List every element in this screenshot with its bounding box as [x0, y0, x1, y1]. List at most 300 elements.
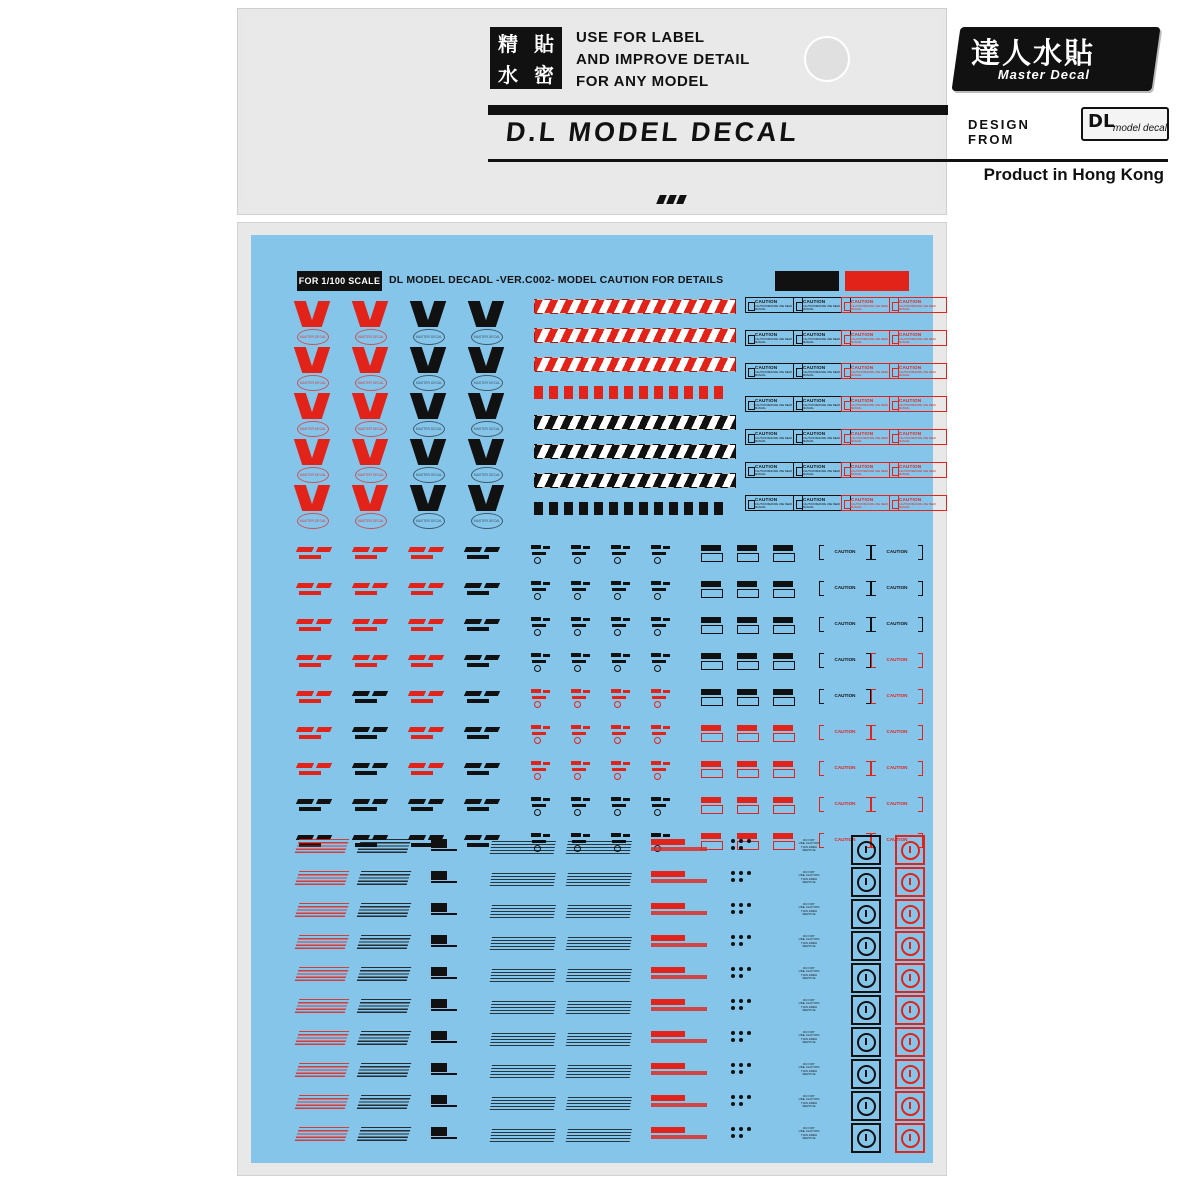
plate-mark: [737, 689, 757, 705]
caution-subtext: CAUTION BEFORE USE READ MANUAL: [803, 371, 841, 377]
brand-stripe: [488, 105, 948, 115]
paragraph-block: [490, 935, 557, 950]
warning-text-block: DO NOT USE CAUTION THIS AREA SERVICE: [798, 870, 820, 885]
paragraph-block: [566, 967, 633, 982]
seal-mark: MASTER DECAL: [413, 513, 445, 529]
ring-box-black: [851, 931, 881, 961]
decal-chevron-group: [471, 347, 511, 391]
cn-char-2: 貼: [526, 27, 562, 58]
logo-english-text: Master Decal: [997, 67, 1091, 82]
slash-mark: [297, 725, 337, 743]
ring-box-red: [895, 899, 925, 929]
chevron-mark: [297, 347, 331, 373]
slash-mark: [465, 653, 505, 671]
slash-mark: [297, 689, 337, 707]
bracket-caution: CAUTION: [819, 653, 871, 666]
bracket-caution: CAUTION: [871, 689, 923, 702]
caution-title: CAUTION: [899, 431, 922, 436]
stack-mark: [571, 797, 597, 814]
paragraph-block: [566, 903, 633, 918]
plate-mark: [773, 545, 793, 561]
caution-title: CAUTION: [755, 398, 778, 403]
warning-text-block: DO NOT USE CAUTION THIS AREA SERVICE: [798, 838, 820, 853]
chevron-mark: [471, 347, 505, 373]
microtext-blob: [295, 839, 350, 853]
caution-title: CAUTION: [851, 464, 874, 469]
caution-subtext: CAUTION BEFORE USE READ MANUAL: [899, 371, 937, 377]
bracket-caution: CAUTION: [819, 761, 871, 774]
flag-mark: [431, 999, 457, 1012]
plate-mark: [737, 581, 757, 597]
flag-mark: [431, 1031, 457, 1044]
brand-title-bar: [488, 105, 948, 149]
ring-box-black: [851, 899, 881, 929]
paragraph-block: [490, 903, 557, 918]
decal-chevron-group: [297, 485, 337, 529]
bracket-caution: CAUTION: [819, 581, 871, 594]
caution-subtext: CAUTION BEFORE USE READ MANUAL: [851, 305, 889, 311]
paragraph-block: [566, 1031, 633, 1046]
microtext-blob: [357, 935, 412, 949]
stack-mark: [571, 761, 597, 778]
caution-subtext: CAUTION BEFORE USE READ MANUAL: [851, 404, 889, 410]
seal-mark: MASTER DECAL: [413, 421, 445, 437]
red-bar-group: [651, 999, 707, 1014]
plate-mark: [701, 581, 721, 597]
flag-mark: [431, 1127, 457, 1140]
origin-label: Product in Hong Kong: [983, 165, 1164, 184]
stack-mark: [651, 725, 677, 742]
caution-title: CAUTION: [755, 332, 778, 337]
caution-icon: [796, 335, 803, 344]
caution-title: CAUTION: [803, 464, 826, 469]
decal-sheet-frame: [237, 222, 947, 1176]
stack-mark: [611, 617, 637, 634]
paragraph-block: [490, 839, 557, 854]
scale-tag: FOR 1/100 SCALE: [297, 271, 382, 291]
ring-box-black: [851, 1027, 881, 1057]
caution-decal: [889, 297, 947, 313]
bracket-caution: CAUTION: [871, 761, 923, 774]
paragraph-block: [566, 935, 633, 950]
hazard-strip: [534, 299, 736, 314]
slash-mark: [297, 581, 337, 599]
dot-cluster: [731, 1127, 751, 1138]
chevron-mark: [413, 301, 447, 327]
red-bar-group: [651, 967, 707, 982]
caution-title: CAUTION: [803, 431, 826, 436]
slash-mark: [353, 653, 393, 671]
caution-icon: [748, 500, 755, 509]
ring-box-red: [895, 963, 925, 993]
caution-icon: [892, 368, 899, 377]
caution-subtext: CAUTION BEFORE USE READ MANUAL: [755, 437, 793, 443]
caution-subtext: CAUTION BEFORE USE READ MANUAL: [899, 404, 937, 410]
microtext-blob: [357, 999, 412, 1013]
slash-mark: [297, 761, 337, 779]
caution-icon: [748, 467, 755, 476]
black-swatch: [775, 271, 839, 291]
paragraph-block: [566, 871, 633, 886]
microtext-blob: [295, 935, 350, 949]
dot-cluster: [731, 967, 751, 978]
warning-text-block: DO NOT USE CAUTION THIS AREA SERVICE: [798, 1030, 820, 1045]
caution-subtext: CAUTION BEFORE USE READ MANUAL: [755, 503, 793, 509]
flag-mark: [431, 871, 457, 884]
decal-chevron-group: [355, 347, 395, 391]
hazard-strip: [534, 502, 724, 515]
decal-chevron-group: [355, 301, 395, 345]
slash-mark: [409, 581, 449, 599]
seal-mark: MASTER DECAL: [413, 375, 445, 391]
microtext-blob: [357, 967, 412, 981]
caution-subtext: CAUTION BEFORE USE READ MANUAL: [803, 503, 841, 509]
seal-mark: MASTER DECAL: [297, 467, 329, 483]
caution-subtext: CAUTION BEFORE USE READ MANUAL: [755, 470, 793, 476]
chevron-mark: [297, 393, 331, 419]
decal-chevron-group: [297, 347, 337, 391]
warning-text-block: DO NOT USE CAUTION THIS AREA SERVICE: [798, 902, 820, 917]
ring-box-red: [895, 867, 925, 897]
stack-mark: [571, 725, 597, 742]
seal-mark: MASTER DECAL: [413, 329, 445, 345]
caution-subtext: CAUTION BEFORE USE READ MANUAL: [899, 470, 937, 476]
red-bar-group: [651, 1095, 707, 1110]
seal-mark: MASTER DECAL: [471, 467, 503, 483]
caution-subtext: CAUTION BEFORE USE READ MANUAL: [899, 503, 937, 509]
seal-mark: MASTER DECAL: [297, 421, 329, 437]
slash-mark: [465, 761, 505, 779]
slash-mark: [297, 545, 337, 563]
caution-icon: [796, 401, 803, 410]
paragraph-block: [490, 1127, 557, 1142]
decal-chevron-group: [355, 393, 395, 437]
bracket-caution: CAUTION: [819, 545, 871, 558]
plate-mark: [773, 761, 793, 777]
cn-char-1: 精: [490, 27, 526, 58]
stack-mark: [571, 617, 597, 634]
stack-mark: [651, 545, 677, 562]
caution-subtext: CAUTION BEFORE USE READ MANUAL: [851, 437, 889, 443]
caution-icon: [844, 335, 851, 344]
seal-mark: MASTER DECAL: [355, 329, 387, 345]
stack-mark: [611, 545, 637, 562]
seal-mark: MASTER DECAL: [297, 513, 329, 529]
decal-chevron-group: [413, 485, 453, 529]
caution-subtext: CAUTION BEFORE USE READ MANUAL: [851, 338, 889, 344]
paragraph-block: [566, 839, 633, 854]
flag-mark: [431, 1095, 457, 1108]
microtext-blob: [357, 839, 412, 853]
slash-mark: [465, 797, 505, 815]
caution-icon: [796, 500, 803, 509]
plate-mark: [773, 725, 793, 741]
slash-mark: [409, 761, 449, 779]
stack-mark: [611, 725, 637, 742]
caution-title: CAUTION: [899, 332, 922, 337]
plate-mark: [737, 761, 757, 777]
plate-mark: [773, 653, 793, 669]
stack-mark: [651, 761, 677, 778]
dl-mini-main: DL: [1088, 111, 1115, 132]
flag-mark: [431, 967, 457, 980]
caution-icon: [892, 434, 899, 443]
decal-chevron-group: [355, 485, 395, 529]
plate-mark: [737, 725, 757, 741]
caution-title: CAUTION: [803, 332, 826, 337]
caution-subtext: CAUTION BEFORE USE READ MANUAL: [803, 470, 841, 476]
ring-box-black: [851, 1059, 881, 1089]
usage-text-block: [576, 27, 750, 93]
plate-mark: [773, 617, 793, 633]
stack-mark: [651, 617, 677, 634]
seal-mark: MASTER DECAL: [355, 467, 387, 483]
caution-title: CAUTION: [899, 365, 922, 370]
seal-mark: MASTER DECAL: [355, 375, 387, 391]
chevron-mark: [297, 485, 331, 511]
slash-mark: [297, 653, 337, 671]
stack-mark: [531, 653, 557, 670]
warning-text-block: DO NOT USE CAUTION THIS AREA SERVICE: [798, 1062, 820, 1077]
ring-box-black: [851, 1091, 881, 1121]
bracket-caution: CAUTION: [819, 797, 871, 810]
hazard-strip: [534, 444, 736, 459]
caution-title: CAUTION: [851, 365, 874, 370]
caution-subtext: CAUTION BEFORE USE READ MANUAL: [851, 371, 889, 377]
chevron-mark: [413, 393, 447, 419]
slash-mark: [353, 689, 393, 707]
decal-chevron-group: [297, 301, 337, 345]
chevron-mark: [355, 393, 389, 419]
stack-mark: [651, 797, 677, 814]
caution-icon: [844, 434, 851, 443]
warning-text-block: DO NOT USE CAUTION THIS AREA SERVICE: [798, 966, 820, 981]
hazard-strip: [534, 328, 736, 343]
caution-title: CAUTION: [899, 497, 922, 502]
slash-mark: [465, 581, 505, 599]
plate-mark: [701, 797, 721, 813]
red-bar-group: [651, 935, 707, 950]
seal-mark: MASTER DECAL: [355, 421, 387, 437]
bracket-caution: CAUTION: [871, 545, 923, 558]
caution-title: CAUTION: [803, 497, 826, 502]
stack-mark: [651, 689, 677, 706]
sheet-title-strip: [297, 271, 885, 291]
plate-mark: [701, 725, 721, 741]
caution-subtext: CAUTION BEFORE USE READ MANUAL: [851, 503, 889, 509]
seal-mark: MASTER DECAL: [471, 513, 503, 529]
ring-box-red: [895, 1123, 925, 1153]
caution-subtext: CAUTION BEFORE USE READ MANUAL: [755, 338, 793, 344]
caution-subtext: CAUTION BEFORE USE READ MANUAL: [803, 305, 841, 311]
bracket-caution: CAUTION: [871, 725, 923, 738]
chevron-mark: [355, 347, 389, 373]
usage-line-3: FOR ANY MODEL: [576, 73, 709, 90]
seal-mark: MASTER DECAL: [297, 329, 329, 345]
stack-mark: [611, 761, 637, 778]
caution-icon: [892, 500, 899, 509]
slash-mark: [465, 725, 505, 743]
caution-title: CAUTION: [803, 398, 826, 403]
caution-title: CAUTION: [803, 365, 826, 370]
red-swatch: [845, 271, 909, 291]
caution-icon: [796, 434, 803, 443]
caution-icon: [796, 302, 803, 311]
stack-mark: [531, 581, 557, 598]
bracket-caution: CAUTION: [871, 833, 923, 846]
decal-chevron-group: [471, 393, 511, 437]
dl-mini-sub: model decal: [1113, 123, 1167, 134]
bracket-caution: CAUTION: [871, 653, 923, 666]
slash-mark: [297, 797, 337, 815]
caution-icon: [844, 401, 851, 410]
red-bar-group: [651, 1031, 707, 1046]
bracket-caution: CAUTION: [819, 617, 871, 630]
paragraph-block: [490, 1063, 557, 1078]
plate-mark: [737, 797, 757, 813]
plate-mark: [737, 617, 757, 633]
paragraph-block: [566, 999, 633, 1014]
bracket-caution: CAUTION: [819, 689, 871, 702]
caution-icon: [892, 467, 899, 476]
caution-subtext: CAUTION BEFORE USE READ MANUAL: [803, 437, 841, 443]
decal-chevron-group: [413, 439, 453, 483]
stack-mark: [571, 689, 597, 706]
stack-mark: [571, 545, 597, 562]
slash-mark: [297, 617, 337, 635]
ring-box-red: [895, 1059, 925, 1089]
caution-icon: [844, 500, 851, 509]
paragraph-block: [490, 871, 557, 886]
warning-text-block: DO NOT USE CAUTION THIS AREA SERVICE: [798, 1126, 820, 1141]
ring-box-black: [851, 963, 881, 993]
microtext-blob: [357, 871, 412, 885]
hazard-strip: [534, 386, 724, 399]
stack-mark: [571, 653, 597, 670]
hazard-strip: [534, 415, 736, 430]
caution-subtext: CAUTION BEFORE USE READ MANUAL: [851, 470, 889, 476]
decal-chevron-group: [297, 439, 337, 483]
caution-title: CAUTION: [851, 398, 874, 403]
seal-mark: MASTER DECAL: [297, 375, 329, 391]
dot-cluster: [731, 903, 751, 914]
chevron-mark: [471, 485, 505, 511]
red-bar-group: [651, 1063, 707, 1078]
ring-box-black: [851, 867, 881, 897]
microtext-blob: [295, 1127, 350, 1141]
caution-title: CAUTION: [803, 299, 826, 304]
decal-chevron-group: [471, 439, 511, 483]
paragraph-block: [490, 999, 557, 1014]
hang-hole: [804, 36, 850, 82]
decal-sheet: [251, 235, 937, 1163]
caution-decal: [889, 363, 947, 379]
caution-icon: [844, 302, 851, 311]
chevron-mark: [471, 439, 505, 465]
caution-icon: [748, 302, 755, 311]
hazard-strip: [534, 357, 736, 372]
slash-mark: [409, 725, 449, 743]
decal-chevron-group: [471, 485, 511, 529]
slash-mark: [465, 545, 505, 563]
chevron-mark: [413, 439, 447, 465]
microtext-blob: [295, 999, 350, 1013]
microtext-blob: [295, 903, 350, 917]
caution-subtext: CAUTION BEFORE USE READ MANUAL: [803, 338, 841, 344]
plate-mark: [737, 653, 757, 669]
usage-line-1: USE FOR LABEL: [576, 29, 705, 46]
caution-icon: [844, 368, 851, 377]
package-header-card: [237, 8, 1167, 215]
caution-title: CAUTION: [755, 497, 778, 502]
plate-mark: [701, 617, 721, 633]
dl-mini-logo: [1081, 107, 1169, 141]
chevron-mark: [355, 301, 389, 327]
slash-mark: [465, 689, 505, 707]
dot-cluster: [731, 999, 751, 1010]
microtext-blob: [295, 871, 350, 885]
microtext-blob: [357, 1063, 412, 1077]
caution-title: CAUTION: [899, 398, 922, 403]
flag-mark: [431, 839, 457, 852]
caution-icon: [796, 467, 803, 476]
dot-cluster: [731, 839, 751, 850]
dot-cluster: [731, 1095, 751, 1106]
ring-box-red: [895, 835, 925, 865]
microtext-blob: [295, 1063, 350, 1077]
stack-mark: [611, 653, 637, 670]
chinese-char-block: [490, 27, 562, 89]
ring-box-black: [851, 1123, 881, 1153]
plate-mark: [701, 761, 721, 777]
master-decal-logo: [952, 27, 1161, 91]
slash-mark: [409, 545, 449, 563]
stack-mark: [531, 725, 557, 742]
slash-mark: [353, 797, 393, 815]
caution-title: CAUTION: [755, 299, 778, 304]
cn-char-3: 水: [490, 58, 526, 89]
stack-mark: [611, 689, 637, 706]
decal-chevron-group: [297, 393, 337, 437]
caution-title: CAUTION: [899, 464, 922, 469]
bracket-caution: CAUTION: [871, 797, 923, 810]
slash-mark: [409, 689, 449, 707]
slash-mark: [353, 617, 393, 635]
chevron-mark: [471, 393, 505, 419]
caution-decal: [889, 462, 947, 478]
caution-subtext: CAUTION BEFORE USE READ MANUAL: [755, 305, 793, 311]
paragraph-block: [490, 967, 557, 982]
dot-cluster: [731, 935, 751, 946]
paragraph-block: [490, 1031, 557, 1046]
hazard-strip: [534, 473, 736, 488]
decal-chevron-group: [471, 301, 511, 345]
caution-subtext: CAUTION BEFORE USE READ MANUAL: [755, 404, 793, 410]
microtext-blob: [295, 1095, 350, 1109]
origin-rule: [488, 159, 1168, 162]
decor-slashes: [658, 195, 685, 204]
stack-mark: [651, 653, 677, 670]
caution-title: CAUTION: [755, 365, 778, 370]
caution-icon: [892, 335, 899, 344]
paragraph-block: [566, 1127, 633, 1142]
design-from-label: DESIGN FROM: [968, 117, 1030, 147]
bracket-caution: CAUTION: [819, 833, 871, 846]
slash-mark: [409, 797, 449, 815]
plate-mark: [701, 545, 721, 561]
caution-title: CAUTION: [851, 332, 874, 337]
plate-mark: [773, 689, 793, 705]
